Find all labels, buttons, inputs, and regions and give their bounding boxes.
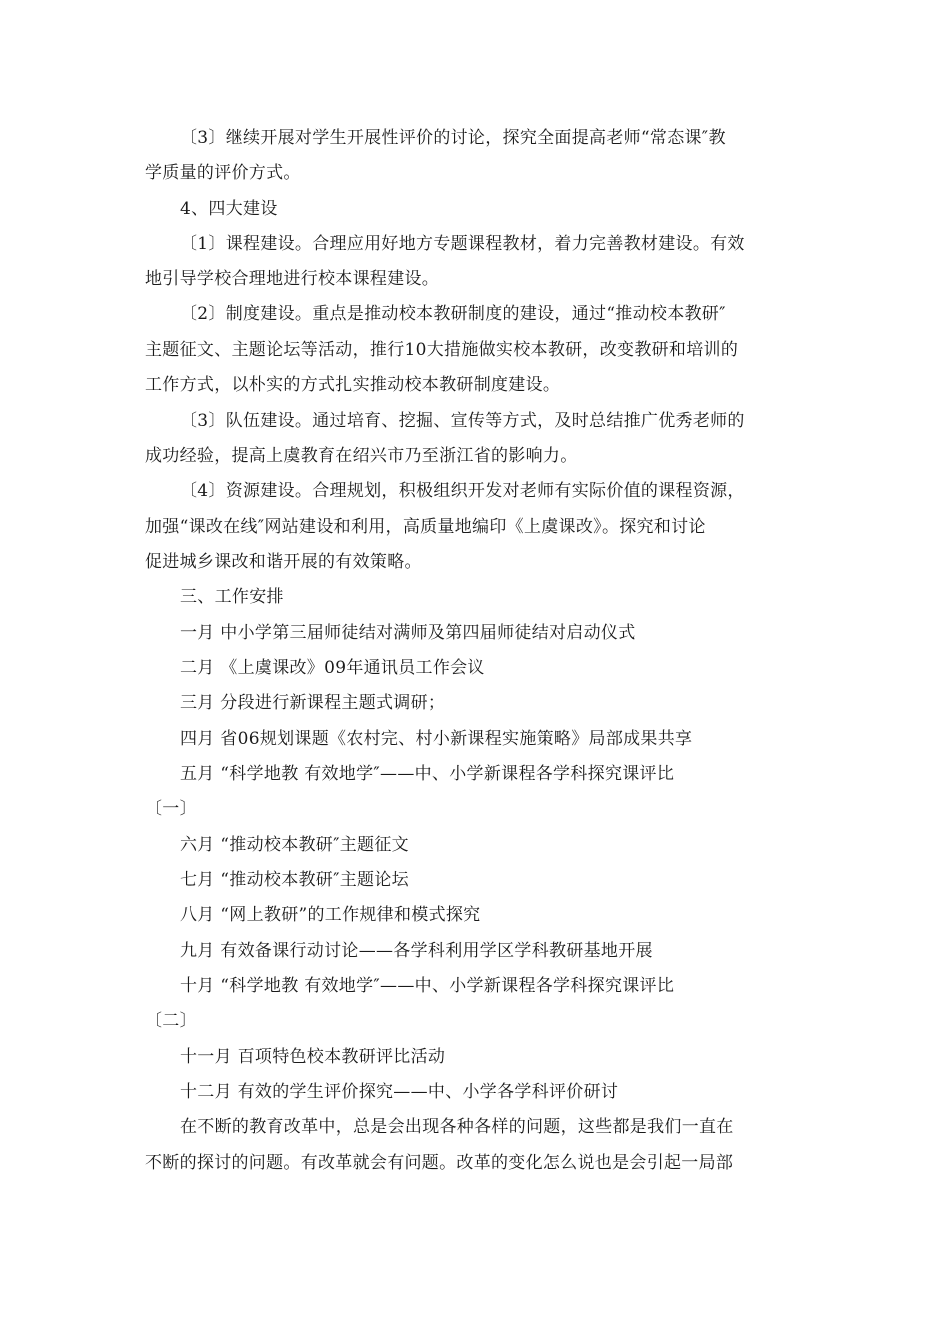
text-line: 地引导学校合理地进行校本课程建设。	[145, 269, 440, 289]
schedule-item: 八月 “网上教研”的工作规律和模式探究	[180, 905, 481, 925]
schedule-item: 十月 “科学地教 有效地学″——中、小学新课程各学科探究课评比	[180, 976, 675, 996]
schedule-item: 五月 “科学地教 有效地学″——中、小学新课程各学科探究课评比	[180, 764, 675, 784]
text-line: 〔一〕	[145, 799, 197, 819]
schedule-item: 十二月 有效的学生评价探究——中、小学各学科评价研讨	[180, 1082, 619, 1102]
section-heading: 4、四大建设	[180, 199, 278, 219]
text-line: 不断的探讨的问题。有改革就会有问题。改革的变化怎么说也是会引起一局部	[145, 1153, 734, 1173]
text-line: 〔3〕队伍建设。通过培育、挖掘、宣传等方式，及时总结推广优秀老师的	[180, 411, 745, 431]
text-line: 主题征文、主题论坛等活动，推行10大措施做实校本教研，改变教研和培训的	[145, 340, 739, 360]
schedule-item: 九月 有效备课行动讨论——各学科利用学区学科教研基地开展	[180, 941, 653, 961]
schedule-item: 四月 省06规划课题《农村完、村小新课程实施策略》局部成果共享	[180, 729, 693, 749]
text-line: 〔4〕资源建设。合理规划，积极组织开发对老师有实际价值的课程资源，	[180, 481, 745, 501]
schedule-item: 十一月 百项特色校本教研评比活动	[180, 1047, 446, 1067]
schedule-item: 七月 “推动校本教研″主题论坛	[180, 870, 409, 890]
schedule-item: 二月 《上虞课改》09年通讯员工作会议	[180, 658, 485, 678]
schedule-item: 一月 中小学第三届师徒结对满师及第四届师徒结对启动仪式	[180, 623, 636, 643]
text-line: 〔3〕继续开展对学生开展性评价的讨论，探究全面提高老师“常态课″教	[180, 128, 726, 148]
text-line: 在不断的教育改革中，总是会出现各种各样的问题，这些都是我们一直在	[180, 1117, 734, 1137]
text-line: 工作方式，以朴实的方式扎实推动校本教研制度建设。	[145, 375, 561, 395]
schedule-item: 六月 “推动校本教研″主题征文	[180, 835, 409, 855]
text-line: 〔二〕	[145, 1011, 197, 1031]
text-line: 学质量的评价方式。	[145, 163, 301, 183]
section-heading: 三、工作安排	[180, 587, 284, 607]
text-line: 〔2〕制度建设。重点是推动校本教研制度的建设，通过“推动校本教研″	[180, 304, 726, 324]
schedule-item: 三月 分段进行新课程主题式调研；	[180, 693, 446, 713]
text-line: 促进城乡课改和谐开展的有效策略。	[145, 552, 422, 572]
text-line: 加强“课改在线″网站建设和利用，高质量地编印《上虞课改》。探究和讨论	[145, 517, 706, 537]
text-line: 〔1〕课程建设。合理应用好地方专题课程教材，着力完善教材建设。有效	[180, 234, 745, 254]
text-line: 成功经验，提高上虞教育在绍兴市乃至浙江省的影响力。	[145, 446, 578, 466]
